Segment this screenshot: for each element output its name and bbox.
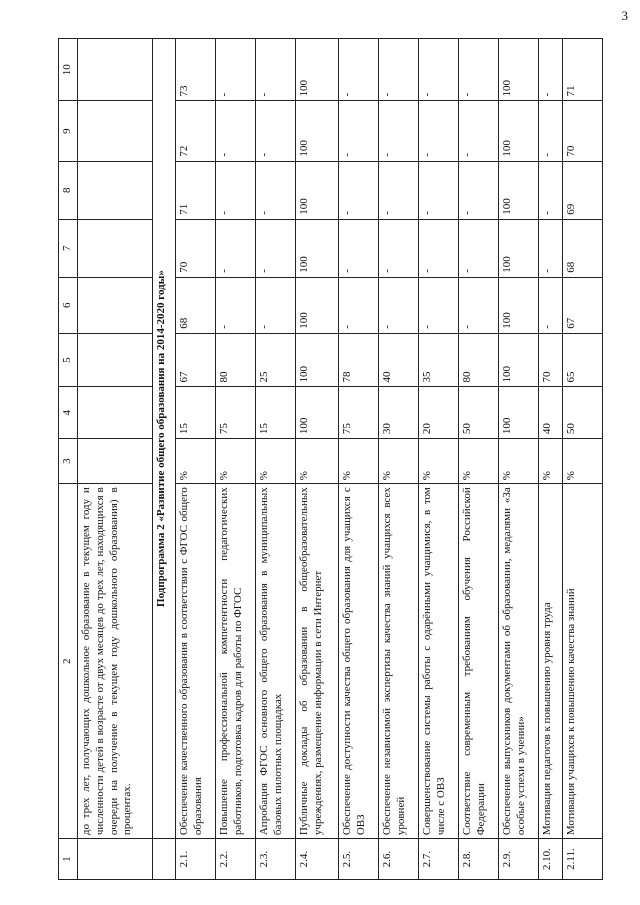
- table-row: [499, 39, 539, 880]
- value-cell: -: [339, 39, 379, 101]
- unit-cell: %: [539, 439, 563, 484]
- value-cell: -: [459, 277, 499, 333]
- indicator-name: Обеспечение качественного образования в соответствии с ФГОС общего образования: [176, 484, 216, 839]
- indicators-table: [58, 38, 603, 880]
- row-number: 2.11.: [563, 839, 603, 880]
- value-cell: 15: [176, 387, 216, 439]
- value-cell: 71: [563, 39, 603, 101]
- indicator-name: Мотивация учащихся к повышению качества знаний: [563, 484, 603, 839]
- value-cell: 68: [563, 219, 603, 277]
- value-cell: -: [339, 277, 379, 333]
- column-header: 6: [59, 277, 78, 333]
- continuation-row: [78, 39, 153, 880]
- indicator-name: Совершенствование системы работы с одарёнными учащимися, в том числе с ОВЗ: [419, 484, 459, 839]
- value-cell: 70: [563, 101, 603, 161]
- row-number: 2.8.: [459, 839, 499, 880]
- value-cell: 68: [176, 277, 216, 333]
- table-row: [419, 39, 459, 880]
- unit-cell: %: [379, 439, 419, 484]
- value-cell: 100: [499, 277, 539, 333]
- value-cell: -: [419, 219, 459, 277]
- row-number: 2.2.: [216, 839, 256, 880]
- value-cell: -: [339, 161, 379, 219]
- value-cell: 69: [563, 161, 603, 219]
- value-cell: -: [539, 39, 563, 101]
- value-cell: 71: [176, 161, 216, 219]
- value-cell: 100: [296, 333, 339, 387]
- value-cell: -: [379, 39, 419, 101]
- unit-cell: %: [256, 439, 296, 484]
- table-row: [459, 39, 499, 880]
- value-cell: 100: [296, 101, 339, 161]
- value-cell: 65: [563, 333, 603, 387]
- unit-cell: %: [339, 439, 379, 484]
- subprogram-row: [153, 39, 176, 880]
- row-number: 2.5.: [339, 839, 379, 880]
- subprogram-title: Подпрограмма 2 «Развитие общего образования на 2014-2020 годы»: [153, 39, 176, 839]
- indicator-name: Обеспечение доступности качества общего образования для учащихся с ОВЗ: [339, 484, 379, 839]
- table-row: [339, 39, 379, 880]
- indicator-name: Повышение профессиональной компетентности педагогических работников, подготовка кадров для работы по ФГОС: [216, 484, 256, 839]
- value-cell: 100: [296, 277, 339, 333]
- column-header: 10: [59, 39, 78, 101]
- column-header: 8: [59, 161, 78, 219]
- value-cell: 20: [419, 387, 459, 439]
- value-cell: 100: [499, 333, 539, 387]
- value-cell: 100: [499, 219, 539, 277]
- value-cell: -: [419, 101, 459, 161]
- column-header: 2: [59, 484, 78, 839]
- rotated-page: [58, 0, 618, 880]
- indicator-name: Обеспечение выпускников документами об образовании, медалями «За особые успехи в учении»: [499, 484, 539, 839]
- row-number: 2.4.: [296, 839, 339, 880]
- column-numbers-row: [59, 39, 78, 880]
- value-cell: -: [256, 39, 296, 101]
- value-cell: -: [256, 277, 296, 333]
- value-cell: -: [216, 161, 256, 219]
- value-cell: 100: [499, 387, 539, 439]
- table-row: [176, 39, 216, 880]
- value-cell: -: [419, 161, 459, 219]
- unit-cell: %: [216, 439, 256, 484]
- unit-cell: %: [296, 439, 339, 484]
- indicator-name: Соответствие современным требованиям обучения Российской Федерации: [459, 484, 499, 839]
- value-cell: 67: [176, 333, 216, 387]
- row-number: 2.9.: [499, 839, 539, 880]
- column-header: 4: [59, 387, 78, 439]
- unit-cell: %: [563, 439, 603, 484]
- row-number: 2.7.: [419, 839, 459, 880]
- value-cell: -: [256, 161, 296, 219]
- value-cell: 72: [176, 101, 216, 161]
- value-cell: -: [339, 101, 379, 161]
- value-cell: -: [339, 219, 379, 277]
- value-cell: 100: [499, 39, 539, 101]
- column-header: 9: [59, 101, 78, 161]
- unit-cell: %: [419, 439, 459, 484]
- value-cell: 75: [339, 387, 379, 439]
- value-cell: 100: [296, 39, 339, 101]
- table-row: [216, 39, 256, 880]
- value-cell: -: [379, 277, 419, 333]
- row-number: 2.6.: [379, 839, 419, 880]
- column-header: 5: [59, 333, 78, 387]
- row-number: 2.3.: [256, 839, 296, 880]
- value-cell: -: [379, 101, 419, 161]
- value-cell: 40: [379, 333, 419, 387]
- table-row: [256, 39, 296, 880]
- value-cell: 70: [176, 219, 216, 277]
- value-cell: 50: [563, 387, 603, 439]
- value-cell: -: [539, 101, 563, 161]
- value-cell: -: [459, 39, 499, 101]
- indicator-name: Публичные доклады об образовании в общеобразовательных учреждениях, размещение информации в сети Интернет: [296, 484, 339, 839]
- value-cell: 80: [459, 333, 499, 387]
- value-cell: 50: [459, 387, 499, 439]
- value-cell: -: [379, 219, 419, 277]
- value-cell: -: [216, 219, 256, 277]
- table-row: [379, 39, 419, 880]
- table-row: [296, 39, 339, 880]
- value-cell: -: [459, 219, 499, 277]
- value-cell: 100: [296, 219, 339, 277]
- value-cell: -: [459, 101, 499, 161]
- value-cell: 30: [379, 387, 419, 439]
- value-cell: 73: [176, 39, 216, 101]
- value-cell: -: [539, 219, 563, 277]
- table-row: [539, 39, 563, 880]
- value-cell: -: [216, 101, 256, 161]
- indicator-name: Мотивация педагогов к повышению уровня труда: [539, 484, 563, 839]
- unit-cell: %: [459, 439, 499, 484]
- value-cell: -: [256, 219, 296, 277]
- table-row: [563, 39, 603, 880]
- value-cell: -: [539, 277, 563, 333]
- row-number: 2.1.: [176, 839, 216, 880]
- value-cell: -: [459, 161, 499, 219]
- value-cell: 25: [256, 333, 296, 387]
- page-number: 3: [621, 8, 628, 23]
- continuation-text: до трех лет, получающих дошкольное образование в текущем году и численности детей в возрасте от двух месяцев до трех лет, находящихся в очереди на получение в текущем году дошкольного образования) в процентах.: [78, 484, 153, 839]
- value-cell: -: [539, 161, 563, 219]
- value-cell: -: [419, 277, 459, 333]
- value-cell: -: [379, 161, 419, 219]
- value-cell: 67: [563, 277, 603, 333]
- unit-cell: %: [176, 439, 216, 484]
- column-header: 3: [59, 439, 78, 484]
- indicator-name: Апробация ФГОС основного общего образования в муниципальных базовых пилотных площадках: [256, 484, 296, 839]
- value-cell: -: [419, 39, 459, 101]
- value-cell: 100: [296, 161, 339, 219]
- row-number: 2.10.: [539, 839, 563, 880]
- indicator-name: Обеспечение независимой экспертизы качества знаний учащихся всех уровней: [379, 484, 419, 839]
- value-cell: 40: [539, 387, 563, 439]
- value-cell: -: [216, 39, 256, 101]
- value-cell: 100: [296, 387, 339, 439]
- value-cell: -: [216, 277, 256, 333]
- column-header: 7: [59, 219, 78, 277]
- value-cell: 75: [216, 387, 256, 439]
- value-cell: 78: [339, 333, 379, 387]
- value-cell: 80: [216, 333, 256, 387]
- unit-cell: %: [499, 439, 539, 484]
- value-cell: 100: [499, 101, 539, 161]
- value-cell: 15: [256, 387, 296, 439]
- value-cell: -: [256, 101, 296, 161]
- column-header: 1: [59, 839, 78, 880]
- value-cell: 70: [539, 333, 563, 387]
- value-cell: 100: [499, 161, 539, 219]
- value-cell: 35: [419, 333, 459, 387]
